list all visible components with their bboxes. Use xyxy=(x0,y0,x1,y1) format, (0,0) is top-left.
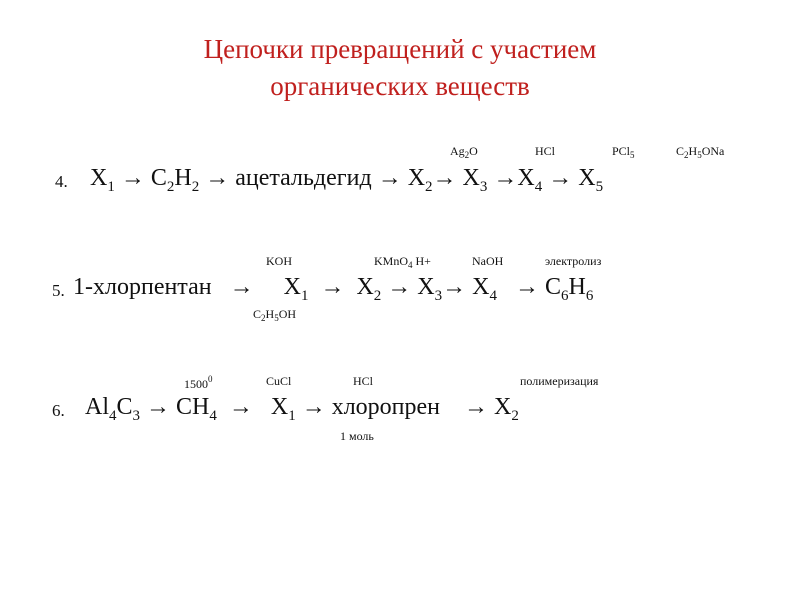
arrow-icon: → xyxy=(146,394,171,420)
chain5-reagent-4: электролиз xyxy=(545,254,602,268)
arrow-icon: → xyxy=(464,394,489,420)
arrow-icon: → xyxy=(229,274,254,300)
slide-title-line2: органических веществ xyxy=(270,71,530,101)
arrow-icon: → xyxy=(301,394,326,420)
chain5-x1: $X_1$ xyxy=(283,274,309,304)
arrow-icon: → xyxy=(493,165,518,191)
chain4-x3: $X_3$ xyxy=(462,165,488,195)
chain5-number: 5. xyxy=(52,281,65,300)
chain5-reagent-2: KMnO$_4$ H+ xyxy=(374,254,431,270)
arrow-icon: → xyxy=(228,394,253,420)
arrow-icon: → xyxy=(514,274,539,300)
chain6-reagent-2: CuCl xyxy=(266,374,292,388)
chain4-x4: $X_4$ xyxy=(517,165,543,195)
arrow-icon: → xyxy=(120,165,145,191)
chain6-reagent-3-below: 1 моль xyxy=(340,429,374,443)
arrow-icon: → xyxy=(377,165,402,191)
chain6-reagent-4: полимеризация xyxy=(520,374,599,388)
chain4-reagent-4: $C_2H_5ONa$ xyxy=(676,144,725,160)
chain6-number: 6. xyxy=(52,401,65,420)
chain4-acetaldehyde: ацетальдегид xyxy=(235,165,372,191)
arrow-icon: → xyxy=(548,165,573,191)
chain6-x2: $X_2$ xyxy=(494,394,519,424)
chain6-reagent-1: 1500$^0$ xyxy=(184,374,213,391)
arrow-icon: → xyxy=(320,274,345,300)
arrow-icon: → xyxy=(205,165,230,191)
chain5-x2: $X_2$ xyxy=(356,274,382,304)
chain6-al4c3: $Al_4C_3$ xyxy=(85,394,141,424)
chain5-equation xyxy=(73,275,593,304)
chain6-reagent-3: HCl xyxy=(353,374,374,388)
arrow-icon: → xyxy=(387,274,412,300)
chain5-reagent-1: KOH xyxy=(266,254,292,268)
chain4-x2: $X_2$ xyxy=(407,165,433,195)
chain5-start: 1-хлорпентан xyxy=(73,274,212,300)
chain6-x1: $X_1$ xyxy=(270,394,296,424)
chain4-reagent-2: HCl xyxy=(535,144,556,158)
chain4-x5: $X_5$ xyxy=(578,165,604,195)
chain5-x3: $X_3$ xyxy=(417,274,443,304)
chain5-product: $C_6H_6$ xyxy=(544,274,594,304)
chain4-number: 4. xyxy=(55,172,68,191)
chain6-chloroprene: хлоропрен xyxy=(331,394,441,420)
chain4-reagent-3: PCl$_5$ xyxy=(612,144,635,160)
chain4-equation xyxy=(90,166,603,195)
chain5-reagent-1-below: $C_2H_5OH$ xyxy=(253,307,297,323)
chain5-x4: $X_4$ xyxy=(472,274,497,304)
chain6-ch4: $CH_4$ xyxy=(176,394,217,424)
chain5-reagent-3: NaOH xyxy=(472,254,504,268)
chain4-x1: $X_1$ xyxy=(90,165,115,195)
arrow-icon: → xyxy=(442,274,467,300)
arrow-icon: → xyxy=(432,165,457,191)
chain4-reagent-1: $Ag_2O$ xyxy=(450,144,478,160)
slide-title-line1: Цепочки превращений с участием xyxy=(203,34,597,64)
chain6-equation xyxy=(85,395,519,424)
chain4-c2h2: $C_2H_2$ xyxy=(150,165,200,195)
